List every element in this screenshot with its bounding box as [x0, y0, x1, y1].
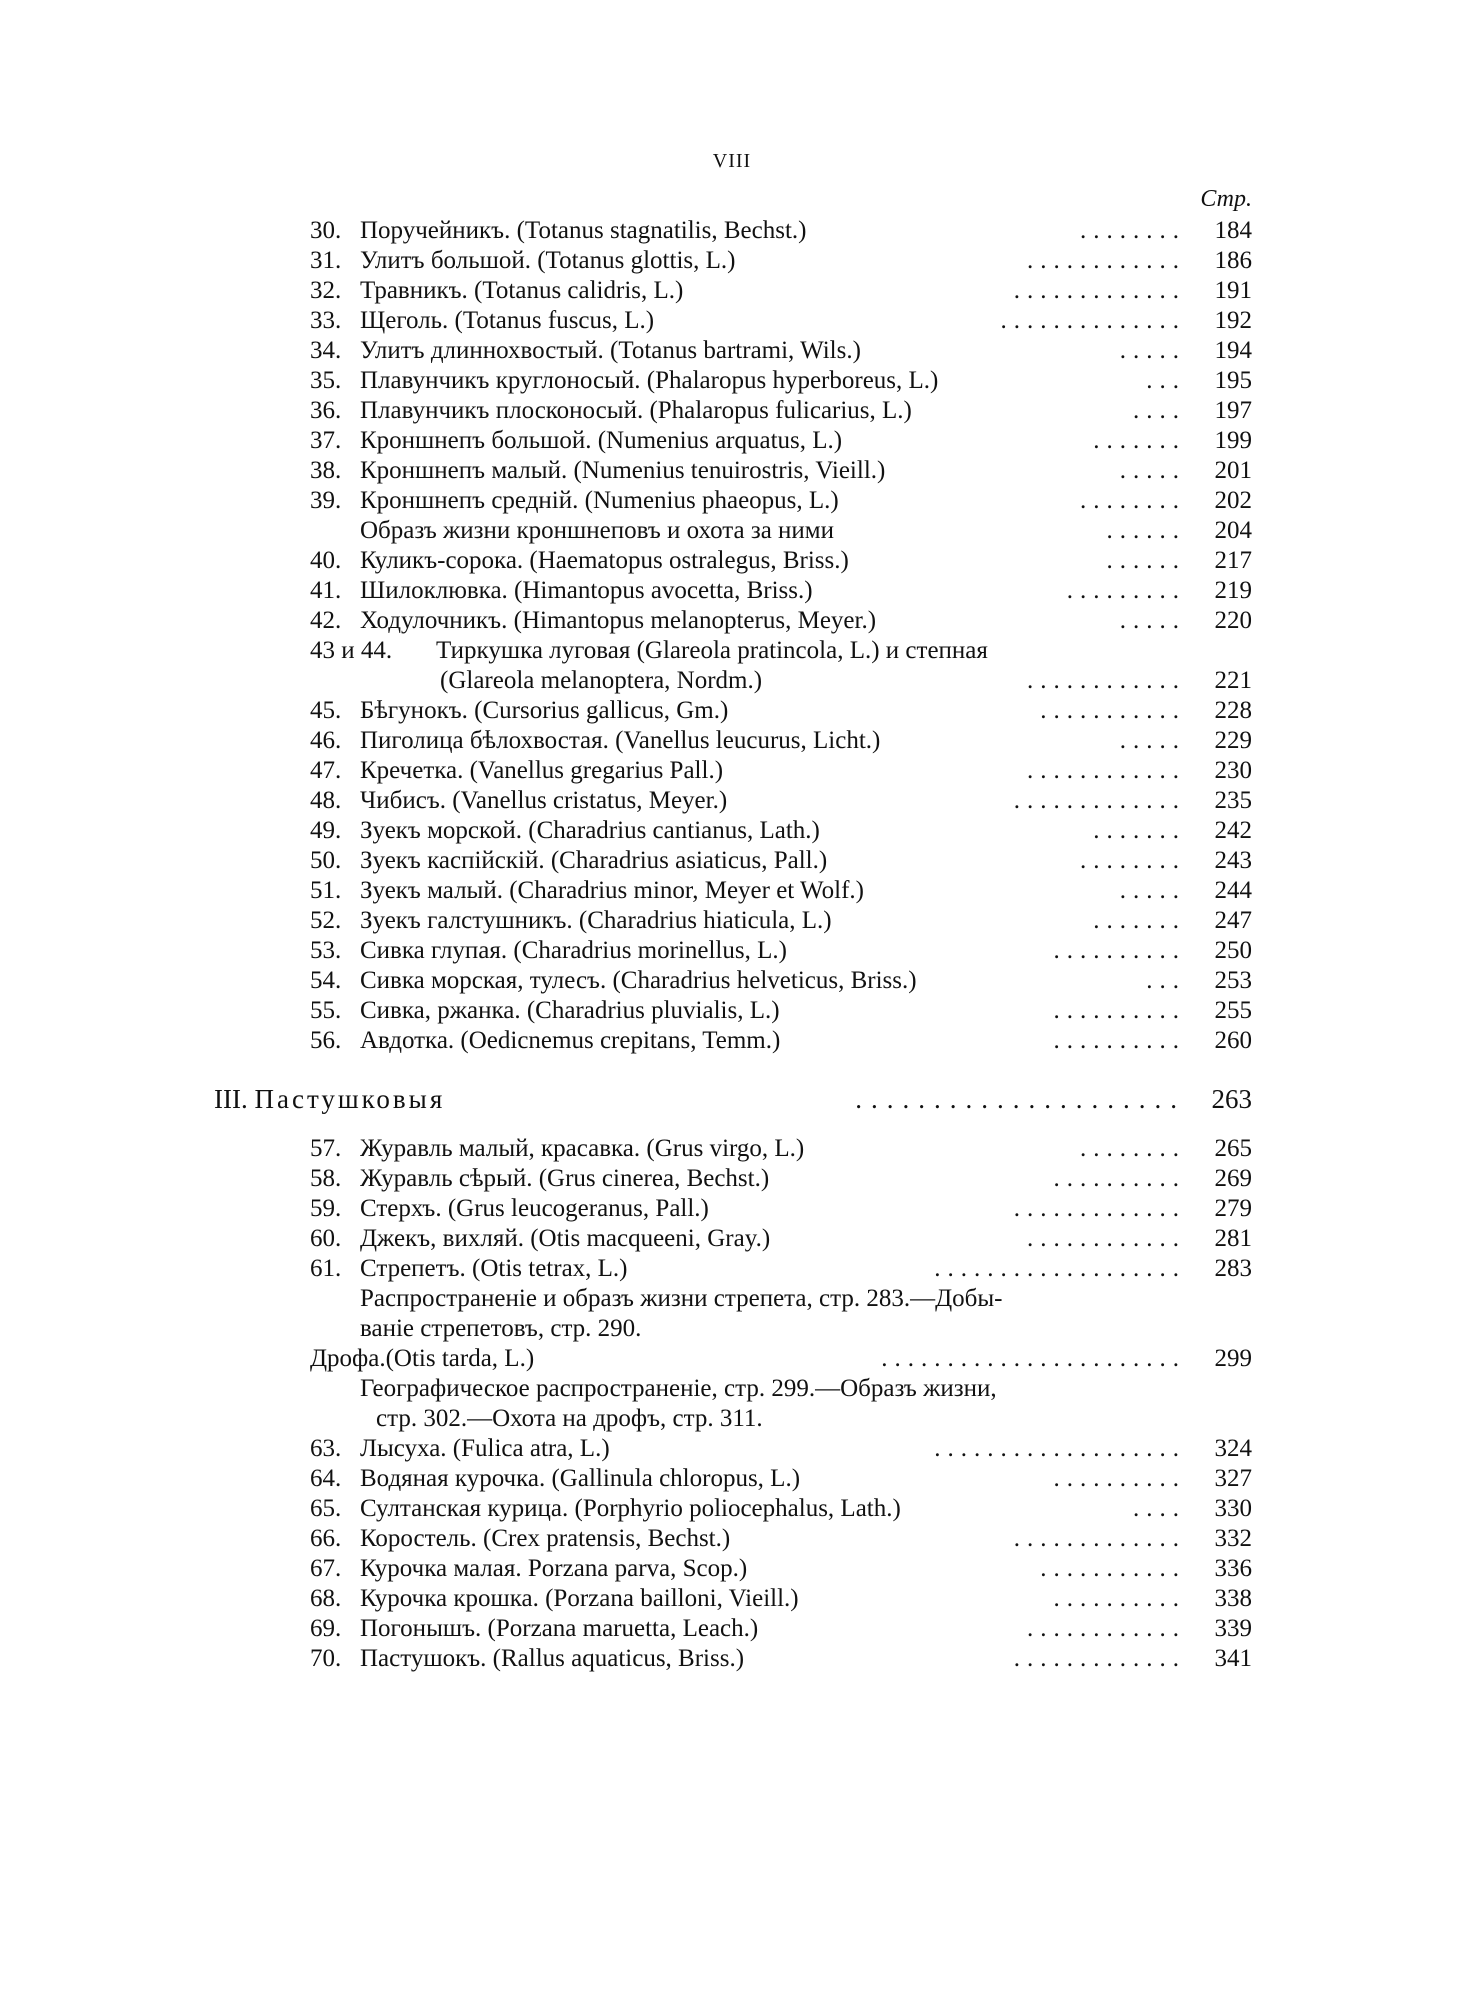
toc-entry-page: 244	[1214, 877, 1252, 904]
toc-entry	[310, 906, 1252, 936]
toc-entry-page: 199	[1214, 427, 1252, 454]
toc-entry	[310, 1464, 1252, 1494]
page-column-heading: Стр.	[1200, 186, 1252, 212]
toc-entry-page: 191	[1214, 277, 1252, 304]
leader-dots: ...	[1146, 367, 1186, 394]
toc-entry-number: 50.	[310, 847, 342, 874]
toc-entry	[310, 1524, 1252, 1554]
toc-entry-page: 235	[1214, 787, 1252, 814]
toc-entry-title: Сивка, ржанка. (Charadrius pluvialis, L.)	[360, 997, 780, 1024]
toc-entry-number: 53.	[310, 937, 342, 964]
toc-entry	[310, 276, 1252, 306]
toc-entry-page: 260	[1214, 1027, 1252, 1054]
toc-entry-title: Плавунчикъ плосконосый. (Phalaropus fulicarius, L.)	[360, 397, 912, 424]
toc-entry-number: 40.	[310, 547, 342, 574]
leader-dots: .....	[1119, 727, 1186, 754]
toc-entry-title: Курочка малая. Porzana parva, Scop.)	[360, 1555, 748, 1582]
toc-entry-title: Сивка глупая. (Charadrius morinellus, L.)	[360, 937, 787, 964]
toc-entry-title: (Glareola melanoptera, Nordm.)	[440, 667, 763, 694]
leader-dots: .............	[1013, 1195, 1186, 1222]
toc-entry-number: 58.	[310, 1165, 342, 1192]
toc-entry	[310, 336, 1252, 366]
toc-entry-number: 57.	[310, 1135, 342, 1162]
toc-subentry-text: Распространеніе и образъ жизни стрепета, стр. 283.—Добы-	[360, 1285, 1003, 1312]
leader-dots: ...	[1146, 967, 1186, 994]
leader-dots: ..........	[1053, 1165, 1186, 1192]
toc-entry-number: 55.	[310, 997, 342, 1024]
toc-entry	[310, 846, 1252, 876]
toc-entry	[310, 1434, 1252, 1464]
toc-entry-number: 37.	[310, 427, 342, 454]
toc-entry-title: Стрепетъ. (Otis tetrax, L.)	[360, 1255, 628, 1282]
toc-entry-page: 228	[1214, 697, 1252, 724]
toc-entry-page: 184	[1214, 217, 1252, 244]
toc-entry-page: 336	[1214, 1555, 1252, 1582]
leader-dots: .............	[1013, 1645, 1186, 1672]
toc-entry	[310, 996, 1252, 1026]
toc-entry-title: Бѣгунокъ. (Cursorius gallicus, Gm.)	[360, 697, 729, 724]
toc-entry-page: 217	[1214, 547, 1252, 574]
toc-entry-title: Образъ жизни кроншнеповъ и охота за ними	[360, 517, 834, 544]
toc-entry-page: 250	[1214, 937, 1252, 964]
toc-entry-title: Шилоклювка. (Himantopus avocetta, Briss.)	[360, 577, 813, 604]
toc-entry-title: Лысуха. (Fulica atra, L.)	[360, 1435, 610, 1462]
leader-dots: ........	[1080, 1135, 1186, 1162]
toc-entry-number: 47.	[310, 757, 342, 784]
toc-entry-number: 61.	[310, 1255, 342, 1282]
toc-entry-number: 32.	[310, 277, 342, 304]
toc-entry-number: 67.	[310, 1555, 342, 1582]
toc-entry	[310, 876, 1252, 906]
leader-dots: .............	[1013, 277, 1186, 304]
toc-entry	[310, 576, 1252, 606]
toc-entry-title: Зуекъ морской. (Charadrius cantianus, Lath.)	[360, 817, 820, 844]
leader-dots: ......	[1106, 517, 1186, 544]
toc-entry-page: 219	[1214, 577, 1252, 604]
section-number: III.	[214, 1084, 248, 1114]
leader-dots: ........	[1080, 487, 1186, 514]
toc-entry-title: Кречетка. (Vanellus gregarius Pall.)	[360, 757, 724, 784]
toc-entry-title: Коростель. (Crex pratensis, Bechst.)	[360, 1525, 731, 1552]
toc-entry-title: Зуекъ малый. (Charadrius minor, Meyer et Wolf.)	[360, 877, 864, 904]
toc-entry-title: Улитъ длиннохвостый. (Totanus bartrami, Wils.)	[360, 337, 861, 364]
toc-entry-title: Кроншнепъ средній. (Numenius phaeopus, L.)	[360, 487, 839, 514]
leader-dots: .......	[1093, 427, 1186, 454]
toc-entry	[310, 366, 1252, 396]
leader-dots: ........	[1080, 217, 1186, 244]
leader-dots: .....	[1119, 337, 1186, 364]
toc-entry-page: 255	[1214, 997, 1252, 1024]
toc-subentry-text: стр. 302.—Охота на дрофъ, стр. 311.	[376, 1405, 763, 1432]
toc-entry-page: 281	[1214, 1225, 1252, 1252]
toc-entry-number: 33.	[310, 307, 342, 334]
toc-entry-number: 51.	[310, 877, 342, 904]
toc-entry	[310, 306, 1252, 336]
toc-entry-page: 220	[1214, 607, 1252, 634]
toc-entry-page: 202	[1214, 487, 1252, 514]
leader-dots: ...........	[1040, 697, 1186, 724]
toc-entry-page: 341	[1214, 1645, 1252, 1672]
toc-entry-number: 39.	[310, 487, 342, 514]
toc-entry	[310, 1644, 1252, 1674]
toc-entry-page: 253	[1214, 967, 1252, 994]
toc-subentry-text: Географическое распространеніе, стр. 299.—Образъ жизни,	[360, 1375, 997, 1402]
toc-entry	[310, 1494, 1252, 1524]
toc-entry-title: Пиголица бѣлохвостая. (Vanellus leucurus, Licht.)	[360, 727, 881, 754]
toc-entry	[310, 786, 1252, 816]
toc-entry-number: 66.	[310, 1525, 342, 1552]
toc-entry-page: 192	[1214, 307, 1252, 334]
leader-dots: ............	[1027, 1615, 1186, 1642]
toc-entry-page: 221	[1214, 667, 1252, 694]
toc-entry	[310, 1134, 1252, 1164]
toc-entry-title: Щеголь. (Totanus fuscus, L.)	[360, 307, 655, 334]
leader-dots: ..........	[1053, 937, 1186, 964]
toc-entry-title: Пастушокъ. (Rallus aquaticus, Briss.)	[360, 1645, 745, 1672]
toc-entry-number: 31.	[310, 247, 342, 274]
toc-entry-title: Куликъ-сорока. (Haematopus ostralegus, Briss.)	[360, 547, 849, 574]
toc-entry	[310, 636, 1252, 666]
toc-entry-title: Сивка морская, тулесъ. (Charadrius helveticus, Briss.)	[360, 967, 917, 994]
toc-entry-continuation	[440, 666, 1252, 696]
toc-entry-number: 69.	[310, 1615, 342, 1642]
toc-entry-page: 201	[1214, 457, 1252, 484]
toc-entry-number: 34.	[310, 337, 342, 364]
toc-entry-title: Поручейникъ. (Totanus stagnatilis, Bechst.)	[360, 217, 807, 244]
toc-entry	[310, 1194, 1252, 1224]
toc-entry-number: 59.	[310, 1195, 342, 1222]
toc-entry-number: 56.	[310, 1027, 342, 1054]
toc-entry-page: 330	[1214, 1495, 1252, 1522]
toc-entry	[310, 756, 1252, 786]
toc-entry	[310, 546, 1252, 576]
toc-entry-title: Чибисъ. (Vanellus cristatus, Meyer.)	[360, 787, 728, 814]
toc-entry-number: 36.	[310, 397, 342, 424]
toc-entry-title: Тиркушка луговая (Glareola pratincola, L.) и степная	[436, 637, 988, 664]
toc-entry-number: 35.	[310, 367, 342, 394]
leader-dots: .........	[1066, 577, 1186, 604]
page-folio: VIII	[712, 150, 752, 172]
toc-entry-page: 327	[1214, 1465, 1252, 1492]
toc-entry-number: 65.	[310, 1495, 342, 1522]
toc-entry-page: 283	[1214, 1255, 1252, 1282]
toc-entry	[310, 1224, 1252, 1254]
leader-dots: .....................	[855, 1084, 1186, 1114]
toc-entry-page: 204	[1214, 517, 1252, 544]
toc-entry	[310, 1584, 1252, 1614]
toc-entry-page: 279	[1214, 1195, 1252, 1222]
leader-dots: ...........	[1040, 1555, 1186, 1582]
toc-entry	[310, 936, 1252, 966]
leader-dots: ..............	[1000, 307, 1186, 334]
toc-entry-page: 332	[1214, 1525, 1252, 1552]
toc-entry-page: 324	[1214, 1435, 1252, 1462]
toc-entry	[310, 1344, 1252, 1374]
toc-entry-number: 48.	[310, 787, 342, 814]
leader-dots: ....	[1133, 1495, 1186, 1522]
toc-entry	[310, 606, 1252, 636]
section-page: 263	[1211, 1084, 1252, 1114]
toc-entry	[310, 1554, 1252, 1584]
toc-entry-title: Зуекъ каспійскій. (Charadrius asiaticus, Pall.)	[360, 847, 828, 874]
toc-entry	[310, 1026, 1252, 1056]
toc-entry-page: 265	[1214, 1135, 1252, 1162]
toc-entry-title: Зуекъ галстушникъ. (Charadrius hiaticula, L.)	[360, 907, 832, 934]
toc-entry-number: 43 и 44.	[310, 637, 393, 664]
toc-entry-number: 70.	[310, 1645, 342, 1672]
leader-dots: ............	[1027, 757, 1186, 784]
leader-dots: .......	[1093, 817, 1186, 844]
toc-entry-title: Улитъ большой. (Totanus glottis, L.)	[360, 247, 736, 274]
toc-entry-title: Кроншнепъ малый. (Numenius tenuirostris, Vieill.)	[360, 457, 886, 484]
toc-subentry-text: ваніе стрепетовъ, стр. 290.	[360, 1315, 642, 1342]
section-heading	[214, 1082, 1252, 1116]
toc-entry-number: 38.	[310, 457, 342, 484]
leader-dots: ............	[1027, 1225, 1186, 1252]
leader-dots: ...................	[934, 1255, 1186, 1282]
toc-entry	[310, 1254, 1252, 1284]
toc-entry-page: 186	[1214, 247, 1252, 274]
toc-entry	[310, 696, 1252, 726]
toc-entry-title: Кроншнепъ большой. (Numenius arquatus, L.)	[360, 427, 843, 454]
toc-entry	[310, 396, 1252, 426]
toc-entry-page: 242	[1214, 817, 1252, 844]
toc-entry-title: Плавунчикъ круглоносый. (Phalaropus hyperboreus, L.)	[360, 367, 939, 394]
toc-entry	[360, 516, 1252, 546]
leader-dots: ......	[1106, 547, 1186, 574]
toc-entry	[310, 816, 1252, 846]
leader-dots: ..........	[1053, 1465, 1186, 1492]
toc-entry-page: 229	[1214, 727, 1252, 754]
toc-entry-number: 60.	[310, 1225, 342, 1252]
toc-entry-title: Ходулочникъ. (Himantopus melanopterus, Meyer.)	[360, 607, 877, 634]
leader-dots: .......	[1093, 907, 1186, 934]
toc-entry-page: 339	[1214, 1615, 1252, 1642]
toc-entry-title: Журавль малый, красавка. (Grus virgo, L.)	[360, 1135, 805, 1162]
leader-dots: ........	[1080, 847, 1186, 874]
toc-entry-number: 46.	[310, 727, 342, 754]
toc-entry-title: Погонышъ. (Porzana maruetta, Leach.)	[360, 1615, 759, 1642]
toc-entry-page: 338	[1214, 1585, 1252, 1612]
toc-entry-number: 45.	[310, 697, 342, 724]
toc-entry-number: 41.	[310, 577, 342, 604]
leader-dots: .............	[1013, 1525, 1186, 1552]
toc-entry	[310, 216, 1252, 246]
toc-entry-title: Дрофа.(Otis tarda, L.)	[310, 1345, 535, 1372]
toc-entry-page: 299	[1214, 1345, 1252, 1372]
leader-dots: .....	[1119, 607, 1186, 634]
section-title: Пастушковыя	[254, 1084, 446, 1114]
leader-dots: .....	[1119, 877, 1186, 904]
toc-entry	[310, 486, 1252, 516]
toc-entry	[310, 1164, 1252, 1194]
toc-entry-number: 42.	[310, 607, 342, 634]
leader-dots: ..........	[1053, 997, 1186, 1024]
toc-entry-number: 30.	[310, 217, 342, 244]
toc-entry-page: 195	[1214, 367, 1252, 394]
toc-entry	[310, 246, 1252, 276]
toc-entry-number: 49.	[310, 817, 342, 844]
toc-entry-title: Журавль сѣрый. (Grus cinerea, Bechst.)	[360, 1165, 770, 1192]
toc-entry-number: 54.	[310, 967, 342, 994]
leader-dots: ............	[1027, 667, 1186, 694]
toc-entry-number: 68.	[310, 1585, 342, 1612]
toc-entry-page: 243	[1214, 847, 1252, 874]
leader-dots: .......................	[881, 1345, 1186, 1372]
toc-entry	[310, 426, 1252, 456]
toc-entry-title: Курочка крошка. (Porzana bailloni, Vieill.)	[360, 1585, 799, 1612]
leader-dots: .....	[1119, 457, 1186, 484]
toc-entry-title: Джекъ, вихляй. (Otis macqueeni, Gray.)	[360, 1225, 771, 1252]
leader-dots: ...................	[934, 1435, 1186, 1462]
toc-entry-title: Стерхъ. (Grus leucogeranus, Pall.)	[360, 1195, 709, 1222]
leader-dots: .............	[1013, 787, 1186, 814]
toc-entry-number: 52.	[310, 907, 342, 934]
toc-entry-page: 197	[1214, 397, 1252, 424]
toc-entry	[310, 456, 1252, 486]
toc-entry-number: 63.	[310, 1435, 342, 1462]
leader-dots: ..........	[1053, 1027, 1186, 1054]
leader-dots: ..........	[1053, 1585, 1186, 1612]
leader-dots: ....	[1133, 397, 1186, 424]
toc-entry-title: Султанская курица. (Porphyrio poliocephalus, Lath.)	[360, 1495, 901, 1522]
toc-entry-page: 269	[1214, 1165, 1252, 1192]
toc-entry-title: Травникъ. (Totanus calidris, L.)	[360, 277, 684, 304]
toc-entry	[310, 726, 1252, 756]
toc-entry-title: Водяная курочка. (Gallinula chloropus, L.)	[360, 1465, 801, 1492]
toc-entry-page: 194	[1214, 337, 1252, 364]
toc-entry-page: 230	[1214, 757, 1252, 784]
toc-entry	[310, 966, 1252, 996]
toc-entry-number: 64.	[310, 1465, 342, 1492]
toc-entry	[310, 1614, 1252, 1644]
toc-entry-page: 247	[1214, 907, 1252, 934]
leader-dots: ............	[1027, 247, 1186, 274]
toc-entry-title: Авдотка. (Oedicnemus crepitans, Temm.)	[360, 1027, 781, 1054]
